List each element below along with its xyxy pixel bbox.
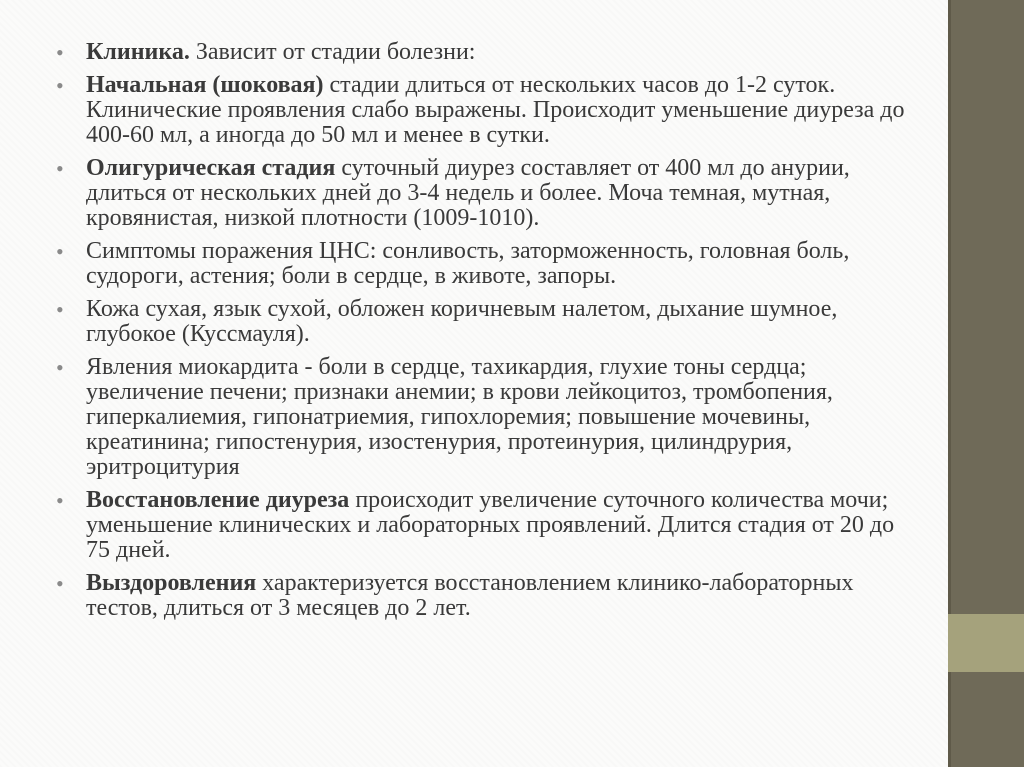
bullet-dot-icon: • bbox=[56, 40, 64, 65]
bullet-item-oliguric-stage bbox=[56, 156, 916, 231]
bullet-bold: Начальная (шоковая) bbox=[86, 72, 324, 98]
bullet-dot-icon: • bbox=[56, 488, 64, 513]
bullet-dot-icon: • bbox=[56, 239, 64, 264]
bullet-item-myocarditis bbox=[56, 355, 916, 480]
bullet-bold: Клиника. bbox=[86, 39, 190, 65]
bullet-item-cns-symptoms bbox=[56, 239, 916, 289]
bullet-text: суточный диурез составляет от 400 мл до анурии, длиться от нескольких дней до 3-4 недель и более. Моча темная, мутная, кровянистая, низкой плотности (1009-1010). bbox=[86, 155, 850, 231]
bullet-item-diuresis-recovery bbox=[56, 488, 916, 563]
slide-content bbox=[56, 40, 916, 629]
bullet-item-skin bbox=[56, 297, 916, 347]
bullet-bold: Восстановление диуреза bbox=[86, 487, 350, 513]
bullet-text: характеризуется восстановлением клинико-лабораторных тестов, длиться от 3 месяцев до 2 лет. bbox=[86, 570, 854, 621]
bullet-dot-icon: • bbox=[56, 156, 64, 181]
decorative-sidebar bbox=[948, 0, 1024, 767]
bullet-dot-icon: • bbox=[56, 73, 64, 98]
bullet-item-initial-stage bbox=[56, 73, 916, 148]
bullet-text: Зависит от стадии болезни: bbox=[189, 39, 476, 65]
bullet-text: стадии длиться от нескольких часов до 1-2 суток. Клинические проявления слабо выражены. Происходит уменьшение диуреза до 400-60 мл, а иногда до 50 мл и менее в сутки. bbox=[86, 72, 905, 148]
bullet-text: Симптомы поражения ЦНС: сонливость, заторможенность, головная боль, судороги, астения; боли в сердце, в животе, запоры. bbox=[86, 238, 850, 289]
bullet-item-recovery bbox=[56, 571, 916, 621]
bullet-text: происходит увеличение суточного количества мочи; уменьшение клинических и лабораторных проявлений. Длится стадия от 20 до 75 дней. bbox=[86, 487, 895, 563]
bullet-dot-icon: • bbox=[56, 355, 64, 380]
bullet-item-clinic bbox=[56, 40, 916, 65]
bullet-dot-icon: • bbox=[56, 297, 64, 322]
bullet-text: Явления миокардита - боли в сердце, тахикардия, глухие тоны сердца; увеличение печени; признаки анемии; в крови лейкоцитоз, тромбопения, гиперкалиемия, гипонатриемия, гипохлоремия; повышение мочевины, креатинина; гипостенурия, изостенурия, протеинурия, цилиндрурия, эритроцитурия bbox=[86, 354, 833, 480]
bullet-bold: Выздоровления bbox=[86, 570, 257, 596]
bullet-text: Кожа сухая, язык сухой, обложен коричневым налетом, дыхание шумное, глубокое (Куссмауля). bbox=[86, 296, 838, 347]
bullet-bold: Олигурическая стадия bbox=[86, 155, 336, 181]
bullet-dot-icon: • bbox=[56, 571, 64, 596]
bullet-list bbox=[56, 40, 916, 621]
sidebar-accent-block bbox=[948, 614, 1024, 672]
